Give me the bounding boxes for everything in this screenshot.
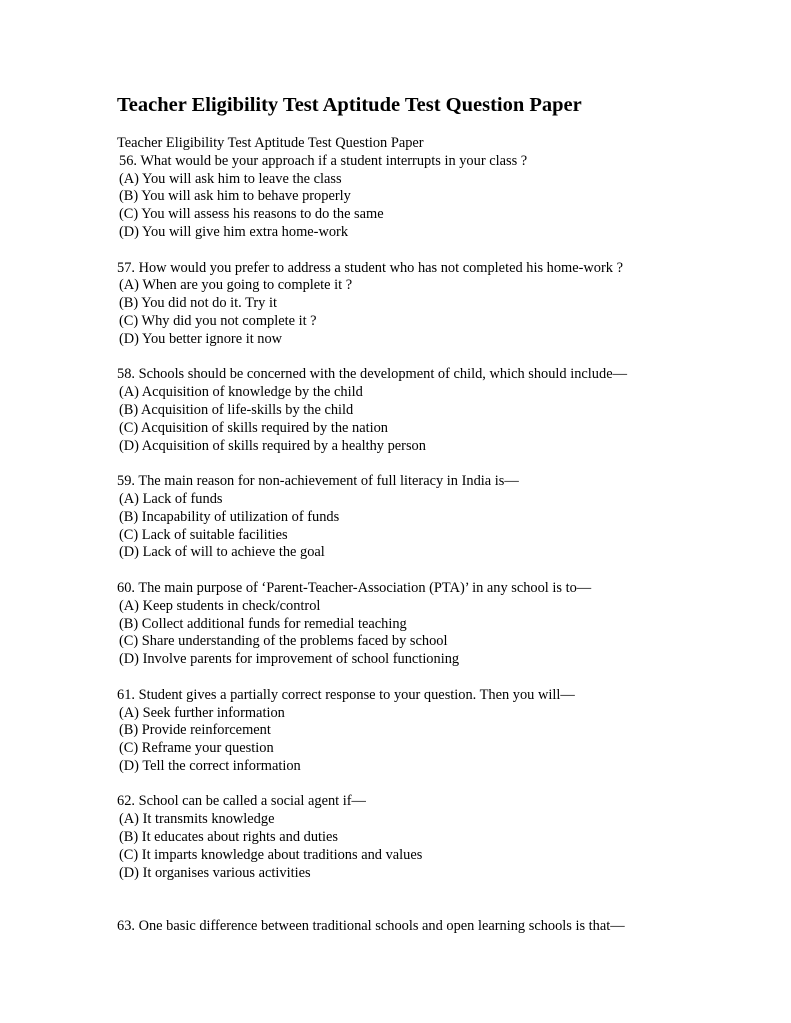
spacer [117, 882, 627, 918]
question-text: 61. Student gives a partially correct response to your question. Then you will— [117, 686, 575, 703]
page-title: Teacher Eligibility Test Aptitude Test Question Paper [117, 94, 582, 116]
answer-option: (A) It transmits knowledge [119, 811, 275, 828]
spacer [117, 242, 627, 260]
answer-option: (B) It educates about rights and duties [119, 829, 339, 846]
answer-option: (C) Reframe your question [119, 740, 274, 757]
question-text: 62. School can be called a social agent if— [117, 793, 366, 810]
answer-option: (A) You will ask him to leave the class [119, 170, 342, 187]
answer-option: (A) Seek further information [119, 704, 285, 721]
answer-option: (C) Lack of suitable facilities [119, 526, 288, 543]
answer-option: (D) Acquisition of skills required by a healthy person [119, 437, 426, 454]
answer-option: (A) Keep students in check/control [119, 597, 321, 614]
question-text: 63. One basic difference between traditional schools and open learning schools is that— [117, 918, 625, 935]
answer-option: (C) Share understanding of the problems faced by school [119, 633, 448, 650]
question-text: 59. The main reason for non-achievement of full literacy in India is— [117, 473, 519, 490]
answer-option: (B) You did not do it. Try it [119, 295, 277, 312]
question-text: 57. How would you prefer to address a student who has not completed his home-work ? [117, 259, 623, 276]
question-block-58 [117, 366, 627, 455]
question-text: 58. Schools should be concerned with the development of child, which should include— [117, 366, 627, 383]
answer-option: (A) Acquisition of knowledge by the child [119, 384, 363, 401]
answer-option: (D) You will give him extra home-work [119, 223, 349, 240]
answer-option: (B) Acquisition of life-skills by the child [119, 401, 354, 418]
question-block-57 [117, 260, 627, 349]
question-block-61 [117, 687, 627, 776]
spacer [117, 562, 627, 580]
spacer [117, 455, 627, 473]
answer-option: (B) Collect additional funds for remedial teaching [119, 615, 407, 632]
answer-option: (B) Incapability of utilization of funds [119, 508, 340, 525]
answer-option: (D) You better ignore it now [119, 330, 283, 347]
document-subtitle: Teacher Eligibility Test Aptitude Test Question Paper [117, 135, 424, 151]
question-block-56 [117, 153, 627, 242]
answer-option: (D) Tell the correct information [119, 757, 301, 774]
spacer [117, 349, 627, 367]
question-text: 56. What would be your approach if a student interrupts in your class ? [119, 152, 528, 169]
answer-option: (C) Acquisition of skills required by the nation [119, 419, 388, 436]
spacer [117, 669, 627, 687]
answer-option: (D) Lack of will to achieve the goal [119, 544, 325, 561]
question-text: 60. The main purpose of ‘Parent-Teacher-Association (PTA)’ in any school is to— [117, 579, 592, 596]
answer-option: (C) You will assess his reasons to do the same [119, 206, 384, 223]
question-block-62 [117, 793, 627, 882]
answer-option: (A) Lack of funds [119, 490, 223, 507]
question-block-60 [117, 580, 627, 669]
question-block-63 [117, 918, 627, 936]
answer-option: (C) It imparts knowledge about traditions and values [119, 846, 423, 863]
answer-option: (B) Provide reinforcement [119, 722, 271, 739]
answer-option: (B) You will ask him to behave properly [119, 188, 351, 205]
answer-option: (D) It organises various activities [119, 864, 311, 881]
answer-option: (A) When are you going to complete it ? [119, 277, 353, 294]
spacer [117, 776, 627, 794]
question-block-59 [117, 473, 627, 562]
answer-option: (C) Why did you not complete it ? [119, 312, 317, 329]
question-paper-body [117, 135, 627, 936]
answer-option: (D) Involve parents for improvement of school functioning [119, 651, 460, 668]
